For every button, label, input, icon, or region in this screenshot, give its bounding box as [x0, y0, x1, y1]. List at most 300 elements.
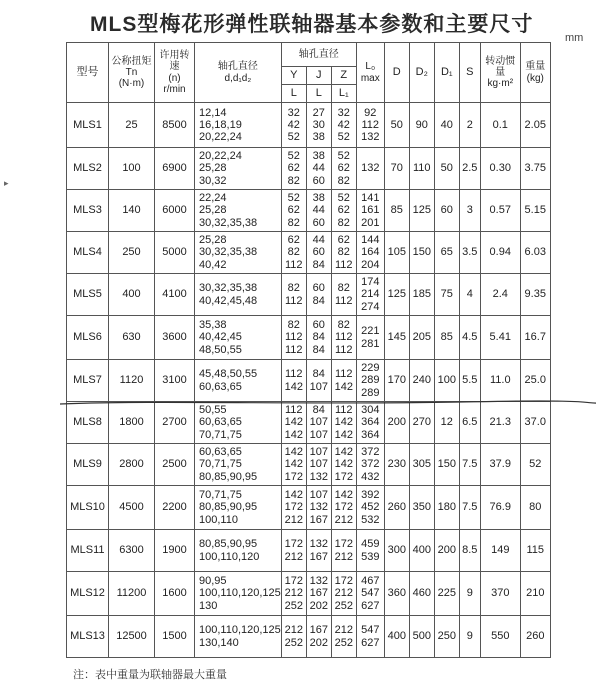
- cell-speed: 2200: [155, 486, 195, 530]
- cell-bore-line: 100,110,120,125: [199, 624, 281, 637]
- unit-label: mm: [565, 32, 584, 44]
- cell-weight: 5.15: [520, 190, 550, 232]
- cell-j-line: 107: [309, 458, 328, 471]
- cell-z: [331, 444, 356, 486]
- cell-j-line: 202: [309, 636, 328, 649]
- table-row: [67, 360, 551, 402]
- table-row: [67, 274, 551, 316]
- cell-bore-line: 40,42,45: [199, 331, 242, 344]
- cell-z-line: 112: [334, 343, 353, 356]
- cell-l0-line: 627: [361, 599, 380, 612]
- cell-weight: 9.35: [520, 274, 550, 316]
- cell-D: 85: [384, 190, 409, 232]
- cell-model: MLS6: [67, 316, 109, 360]
- cell-S: 3: [459, 190, 480, 232]
- cell-S: 8.5: [459, 530, 480, 572]
- cell-l0: [356, 616, 384, 658]
- cell-inertia: 149: [480, 530, 520, 572]
- cell-j: [306, 274, 331, 316]
- pen-stroke: [60, 398, 596, 408]
- cell-l0: [356, 232, 384, 274]
- cell-bore-line: 60,63,65: [199, 446, 242, 459]
- cell-bore-line: 130: [199, 599, 218, 612]
- cell-l0-line: 221: [361, 325, 380, 338]
- cell-weight: 210: [520, 572, 550, 616]
- cell-y-line: 142: [284, 458, 303, 471]
- cell-l0: [356, 530, 384, 572]
- cell-z-line: 82: [337, 319, 350, 332]
- cell-z: [331, 316, 356, 360]
- cell-l0-line: 547: [361, 624, 380, 637]
- cell-y: [281, 316, 306, 360]
- cell-model: MLS4: [67, 232, 109, 274]
- cell-D2: 305: [409, 444, 434, 486]
- header-bore-length: 轴孔直径: [281, 43, 356, 67]
- cell-z-line: 172: [334, 470, 353, 483]
- cell-j-line: 167: [309, 513, 328, 526]
- cell-j-line: 132: [309, 575, 328, 588]
- cell-speed: 2700: [155, 402, 195, 444]
- cell-y-line: 212: [284, 550, 303, 563]
- header-l0: L₀ max: [356, 43, 384, 103]
- cell-z-line: 32: [337, 106, 350, 119]
- cell-inertia: 2.4: [480, 274, 520, 316]
- cell-model: MLS10: [67, 486, 109, 530]
- cell-z-line: 172: [334, 501, 353, 514]
- cell-y: [281, 190, 306, 232]
- cell-bore-line: 20,22,24: [199, 150, 242, 163]
- cell-l0-line: 281: [361, 337, 380, 350]
- cell-j-line: 38: [312, 150, 325, 163]
- cell-y-line: 112: [284, 368, 303, 381]
- cell-j: [306, 572, 331, 616]
- header-bore: 轴孔直径 d,d₁d₂: [195, 43, 282, 103]
- cell-z-line: 252: [334, 599, 353, 612]
- cell-model: MLS1: [67, 103, 109, 148]
- cell-y-line: 142: [284, 446, 303, 459]
- table-row: [67, 616, 551, 658]
- cell-y-line: 82: [287, 282, 300, 295]
- cell-speed: 1900: [155, 530, 195, 572]
- cell-y-line: 142: [284, 416, 303, 429]
- cell-l0: [356, 103, 384, 148]
- cell-S: 2.5: [459, 148, 480, 190]
- cell-speed: 6000: [155, 190, 195, 232]
- cell-model: MLS12: [67, 572, 109, 616]
- cell-model: MLS3: [67, 190, 109, 232]
- cell-y: [281, 444, 306, 486]
- cell-D2: 185: [409, 274, 434, 316]
- table-row: [67, 486, 551, 530]
- cell-bore-line: 30,32: [199, 174, 227, 187]
- cell-bore: [195, 486, 282, 530]
- cell-z-line: 142: [334, 380, 353, 393]
- cell-y-line: 82: [287, 174, 300, 187]
- cell-j-line: 167: [309, 550, 328, 563]
- cell-weight: 80: [520, 486, 550, 530]
- cell-torque: 630: [109, 316, 155, 360]
- cell-l0-line: 229: [361, 362, 380, 375]
- cell-z-line: 42: [337, 118, 350, 131]
- cell-y-line: 82: [287, 246, 300, 259]
- cell-torque: 6300: [109, 530, 155, 572]
- page-title: MLS型梅花形弹性联轴器基本参数和主要尺寸: [90, 13, 534, 36]
- cell-l0-line: 132: [361, 162, 380, 175]
- cell-y-line: 32: [287, 106, 300, 119]
- cell-l0-line: 141: [361, 192, 380, 205]
- cell-bore-line: 25,28: [199, 234, 227, 247]
- cell-z-line: 212: [334, 513, 353, 526]
- cell-torque: 140: [109, 190, 155, 232]
- cell-bore: [195, 103, 282, 148]
- cell-y-line: 52: [287, 192, 300, 205]
- cell-y-line: 62: [287, 162, 300, 175]
- cell-l0-line: 161: [361, 204, 380, 217]
- cell-torque: 400: [109, 274, 155, 316]
- cell-torque: 100: [109, 148, 155, 190]
- cell-l0-line: 92: [364, 106, 377, 119]
- cell-D1: 40: [434, 103, 459, 148]
- cell-y: [281, 486, 306, 530]
- cell-z-line: 52: [337, 131, 350, 144]
- cell-j-line: 60: [312, 216, 325, 229]
- cell-y-line: 212: [284, 587, 303, 600]
- cell-bore-line: 25,28: [199, 162, 227, 175]
- cell-y-line: 112: [284, 294, 303, 307]
- cell-l0-line: 174: [361, 276, 380, 289]
- cell-D2: 125: [409, 190, 434, 232]
- cell-bore-line: 22,24: [199, 192, 227, 205]
- cell-j: [306, 486, 331, 530]
- cell-l0-line: 164: [361, 246, 380, 259]
- cell-l0-line: 144: [361, 234, 380, 247]
- header-torque: 公称扭矩 Tn (N·m): [109, 43, 155, 103]
- cell-z-line: 112: [334, 294, 353, 307]
- header-model: 型号: [67, 43, 109, 103]
- cell-bore-line: 40,42: [199, 258, 227, 271]
- cell-weight: 16.7: [520, 316, 550, 360]
- cell-j-line: 84: [312, 258, 325, 271]
- cell-D: 230: [384, 444, 409, 486]
- cell-y: [281, 103, 306, 148]
- header-D1: D₁: [434, 43, 459, 103]
- cell-j: [306, 148, 331, 190]
- cell-S: 7.5: [459, 486, 480, 530]
- cell-z-line: 112: [334, 404, 353, 417]
- table-row: [67, 444, 551, 486]
- cell-y-line: 252: [284, 599, 303, 612]
- cell-D2: 500: [409, 616, 434, 658]
- cell-inertia: 0.1: [480, 103, 520, 148]
- cell-y-line: 52: [287, 131, 300, 144]
- cell-j-line: 44: [312, 234, 325, 247]
- cell-D1: 225: [434, 572, 459, 616]
- cell-z: [331, 530, 356, 572]
- cell-bore-line: 130,140: [199, 636, 239, 649]
- cell-D2: 110: [409, 148, 434, 190]
- cell-l0-line: 372: [361, 458, 380, 471]
- cell-y-line: 142: [284, 489, 303, 502]
- cell-D1: 100: [434, 360, 459, 402]
- cell-j-line: 107: [309, 446, 328, 459]
- cell-j: [306, 530, 331, 572]
- cell-j-line: 107: [309, 380, 328, 393]
- cell-model: MLS11: [67, 530, 109, 572]
- cell-j-line: 84: [312, 404, 325, 417]
- cell-j-line: 167: [309, 587, 328, 600]
- cell-j-line: 44: [312, 204, 325, 217]
- cell-torque: 2800: [109, 444, 155, 486]
- cell-l0: [356, 316, 384, 360]
- table-row: [67, 316, 551, 360]
- cell-z-line: 212: [334, 550, 353, 563]
- cell-l0: [356, 274, 384, 316]
- cell-y-line: 62: [287, 204, 300, 217]
- cell-l0-line: 274: [361, 300, 380, 313]
- cell-model: MLS8: [67, 402, 109, 444]
- cell-z-line: 62: [337, 162, 350, 175]
- cell-j-line: 84: [312, 331, 325, 344]
- cell-z: [331, 148, 356, 190]
- cell-l0-line: 214: [361, 288, 380, 301]
- cell-j-line: 60: [312, 282, 325, 295]
- cell-bore-line: 100,110: [199, 513, 238, 526]
- cell-bore-line: 30,32,35,38: [199, 216, 258, 229]
- cell-j-line: 84: [312, 368, 325, 381]
- cell-l0-line: 539: [361, 550, 380, 563]
- cell-model: MLS7: [67, 360, 109, 402]
- cell-inertia: 5.41: [480, 316, 520, 360]
- table-row: [67, 572, 551, 616]
- cell-z-line: 142: [334, 428, 353, 441]
- cell-bore: [195, 444, 282, 486]
- cell-S: 4.5: [459, 316, 480, 360]
- cell-speed: 3600: [155, 316, 195, 360]
- cell-z-line: 142: [334, 416, 353, 429]
- cell-j: [306, 190, 331, 232]
- cell-l0-line: 364: [361, 416, 380, 429]
- cell-y-line: 52: [287, 150, 300, 163]
- cell-bore-line: 30,32,35,38: [199, 282, 258, 295]
- cell-D: 260: [384, 486, 409, 530]
- cell-bore-line: 80,85,90,95: [199, 538, 258, 551]
- cell-l0-line: 304: [361, 404, 380, 417]
- spec-table: [66, 42, 551, 658]
- cell-bore-line: 100,110,120,125: [199, 587, 281, 600]
- cell-D1: 50: [434, 148, 459, 190]
- scan-mark: ▸: [4, 178, 9, 188]
- table-row: [67, 148, 551, 190]
- cell-S: 4: [459, 274, 480, 316]
- cell-D1: 150: [434, 444, 459, 486]
- cell-torque: 12500: [109, 616, 155, 658]
- cell-y: [281, 274, 306, 316]
- cell-l0-line: 364: [361, 428, 380, 441]
- cell-weight: 25.0: [520, 360, 550, 402]
- cell-D: 70: [384, 148, 409, 190]
- cell-bore-line: 40,42,45,48: [199, 294, 258, 307]
- cell-D1: 12: [434, 402, 459, 444]
- cell-l0-line: 289: [361, 374, 380, 387]
- header-weight: 重量 (kg): [520, 43, 550, 103]
- cell-l0-line: 289: [361, 386, 380, 399]
- cell-z-line: 82: [337, 216, 350, 229]
- cell-D2: 350: [409, 486, 434, 530]
- header-l-j: L: [306, 85, 331, 103]
- cell-j-line: 60: [312, 174, 325, 187]
- header-l: L: [281, 85, 306, 103]
- header-D: D: [384, 43, 409, 103]
- cell-l0-line: 432: [361, 470, 380, 483]
- cell-l0-line: 547: [361, 587, 380, 600]
- cell-z: [331, 232, 356, 274]
- cell-speed: 3100: [155, 360, 195, 402]
- cell-bore-line: 20,22,24: [199, 131, 242, 144]
- cell-j-line: 132: [309, 538, 328, 551]
- cell-y-line: 142: [284, 380, 303, 393]
- cell-speed: 5000: [155, 232, 195, 274]
- cell-j: [306, 444, 331, 486]
- cell-y-line: 172: [284, 470, 303, 483]
- cell-l0-line: 201: [361, 216, 380, 229]
- cell-y-line: 112: [284, 404, 303, 417]
- cell-l0-line: 532: [361, 513, 380, 526]
- cell-l0-line: 204: [361, 258, 380, 271]
- cell-D: 105: [384, 232, 409, 274]
- cell-j-line: 202: [309, 599, 328, 612]
- cell-z-line: 112: [334, 331, 353, 344]
- cell-j-line: 30: [312, 118, 325, 131]
- table-row: [67, 103, 551, 148]
- cell-inertia: 550: [480, 616, 520, 658]
- cell-model: MLS9: [67, 444, 109, 486]
- cell-z-line: 142: [334, 489, 353, 502]
- cell-bore: [195, 530, 282, 572]
- cell-z: [331, 274, 356, 316]
- cell-speed: 1600: [155, 572, 195, 616]
- cell-bore-line: 35,38: [199, 319, 227, 332]
- header-D2: D₂: [409, 43, 434, 103]
- cell-j-line: 84: [312, 294, 325, 307]
- cell-inertia: 21.3: [480, 402, 520, 444]
- cell-j-line: 38: [312, 131, 325, 144]
- cell-bore-line: 12,14: [199, 106, 227, 119]
- cell-speed: 6900: [155, 148, 195, 190]
- cell-bore-line: 16,18,19: [199, 118, 242, 131]
- cell-y-line: 112: [284, 343, 303, 356]
- cell-l0-line: 392: [361, 489, 380, 502]
- cell-bore-line: 45,48,50,55: [199, 368, 258, 381]
- cell-bore: [195, 572, 282, 616]
- cell-S: 9: [459, 616, 480, 658]
- cell-z: [331, 572, 356, 616]
- cell-j-line: 132: [309, 501, 328, 514]
- cell-inertia: 0.30: [480, 148, 520, 190]
- cell-bore: [195, 616, 282, 658]
- cell-D2: 150: [409, 232, 434, 274]
- cell-j-line: 107: [309, 489, 328, 502]
- cell-bore-line: 70,71,75: [199, 458, 242, 471]
- cell-D1: 65: [434, 232, 459, 274]
- cell-y-line: 172: [284, 538, 303, 551]
- cell-l0-line: 132: [361, 131, 380, 144]
- cell-inertia: 0.57: [480, 190, 520, 232]
- cell-model: MLS2: [67, 148, 109, 190]
- cell-j: [306, 360, 331, 402]
- cell-l0-line: 372: [361, 446, 380, 459]
- cell-z-line: 62: [337, 204, 350, 217]
- cell-D2: 90: [409, 103, 434, 148]
- cell-D: 360: [384, 572, 409, 616]
- cell-inertia: 76.9: [480, 486, 520, 530]
- cell-z-line: 112: [334, 258, 353, 271]
- cell-y-line: 112: [284, 331, 303, 344]
- cell-j-line: 84: [312, 343, 325, 356]
- cell-bore: [195, 274, 282, 316]
- cell-y: [281, 572, 306, 616]
- cell-D: 170: [384, 360, 409, 402]
- cell-y: [281, 148, 306, 190]
- table-row: [67, 530, 551, 572]
- cell-z: [331, 616, 356, 658]
- cell-bore: [195, 360, 282, 402]
- cell-y-line: 142: [284, 428, 303, 441]
- cell-torque: 11200: [109, 572, 155, 616]
- cell-z-line: 252: [334, 636, 353, 649]
- cell-D: 145: [384, 316, 409, 360]
- cell-z: [331, 190, 356, 232]
- cell-z-line: 172: [334, 538, 353, 551]
- cell-D2: 460: [409, 572, 434, 616]
- cell-speed: 2500: [155, 444, 195, 486]
- cell-y: [281, 616, 306, 658]
- cell-D1: 85: [434, 316, 459, 360]
- cell-inertia: 370: [480, 572, 520, 616]
- header-l1: L₁: [331, 85, 356, 103]
- cell-D: 50: [384, 103, 409, 148]
- cell-l0-line: 627: [361, 636, 380, 649]
- cell-y-line: 212: [284, 513, 303, 526]
- cell-inertia: 11.0: [480, 360, 520, 402]
- cell-bore-line: 70,71,75: [199, 428, 242, 441]
- cell-bore: [195, 148, 282, 190]
- cell-torque: 1800: [109, 402, 155, 444]
- cell-bore-line: 80,85,90,95: [199, 470, 258, 483]
- cell-S: 2: [459, 103, 480, 148]
- cell-bore-line: 48,50,55: [199, 343, 242, 356]
- cell-bore-line: 70,71,75: [199, 489, 242, 502]
- cell-weight: 260: [520, 616, 550, 658]
- cell-D1: 60: [434, 190, 459, 232]
- cell-l0: [356, 444, 384, 486]
- cell-bore: [195, 232, 282, 274]
- cell-z: [331, 103, 356, 148]
- cell-j-line: 38: [312, 192, 325, 205]
- cell-torque: 4500: [109, 486, 155, 530]
- cell-z-line: 212: [334, 587, 353, 600]
- header-z: Z: [331, 67, 356, 85]
- cell-model: MLS13: [67, 616, 109, 658]
- cell-z: [331, 360, 356, 402]
- cell-bore-line: 100,110,120: [199, 550, 260, 563]
- cell-weight: 37.0: [520, 402, 550, 444]
- cell-l0: [356, 148, 384, 190]
- cell-j-line: 107: [309, 428, 328, 441]
- cell-y: [281, 530, 306, 572]
- cell-D1: 180: [434, 486, 459, 530]
- cell-z: [331, 486, 356, 530]
- cell-D2: 205: [409, 316, 434, 360]
